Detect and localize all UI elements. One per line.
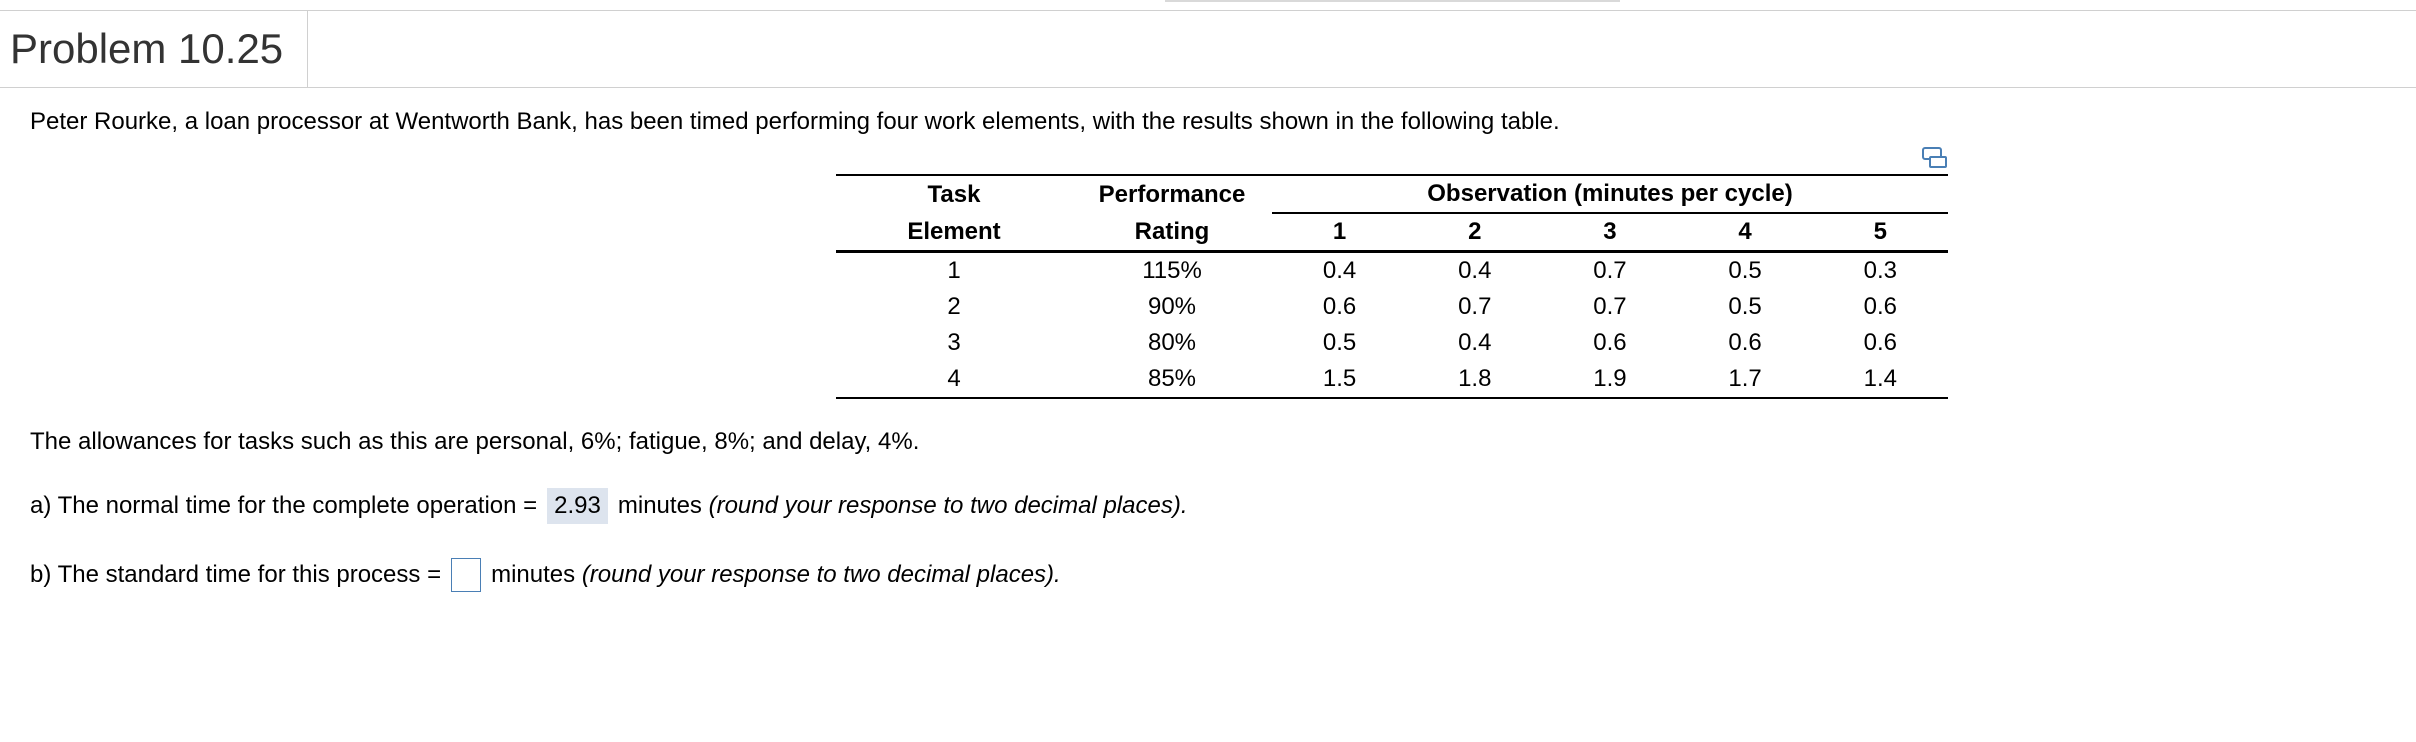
question-a [30,488,1188,524]
table-row [836,252,1948,290]
header-obs-3: 3 [1542,213,1677,252]
header-obs-1: 1 [1272,213,1407,252]
intro-text: Peter Rourke, a loan processor at Wentworth Bank, has been timed performing four work elements, with the results shown in the following table. [30,108,1560,135]
cell-task: 4 [836,361,1072,398]
cell-task: 3 [947,329,961,356]
answer-a-value[interactable]: 2.93 [547,488,608,524]
data-table [836,174,1948,399]
table-header-row-2 [836,213,1948,252]
cell-obs: 0.3 [1863,257,1898,284]
question-b [30,558,1061,592]
table-header-row-1 [836,175,1948,213]
cell-obs: 0.4 [1458,257,1492,284]
header-rating: Rating [1072,213,1272,252]
header-observation: Observation (minutes per cycle) [1272,175,1948,213]
cell-obs: 0.6 [1322,293,1357,320]
header-obs-4: 4 [1678,213,1813,252]
cell-obs: 0.6 [1863,293,1898,320]
cell-rating: 80% [1147,329,1197,356]
cell-rating: 85% [1072,361,1272,398]
header-obs-2: 2 [1407,213,1542,252]
cell-obs: 0.4 [1322,257,1357,284]
cell-obs: 1.9 [1542,361,1677,398]
cell-obs: 0.6 [1728,329,1762,356]
answer-b-input[interactable] [451,558,481,592]
table-row [836,361,1948,398]
tab-stub [1165,0,1620,2]
cell-obs: 1.5 [1272,361,1407,398]
cell-obs: 0.7 [1593,257,1627,284]
question-b-unit: minutes [491,561,576,588]
cell-obs: 0.5 [1728,293,1762,320]
question-b-hint: (round your response to two decimal places). [581,561,1061,588]
cell-task: 1 [947,257,961,284]
cell-rating: 90% [1147,293,1197,320]
allowances-text: The allowances for tasks such as this are personal, 6%; fatigue, 8%; and delay, 4%. [30,428,920,455]
top-strip [0,0,2416,11]
cell-obs: 1.8 [1407,361,1542,398]
cell-obs: 0.5 [1728,257,1762,284]
cell-obs: 0.6 [1593,329,1627,356]
cell-obs: 0.7 [1458,293,1492,320]
cell-obs: 1.7 [1678,361,1813,398]
title-bar [0,11,2416,88]
cell-task: 2 [947,293,961,320]
cell-obs: 0.7 [1593,293,1627,320]
header-performance: Performance [1072,175,1272,213]
header-task: Task [836,175,1072,213]
table-row [836,289,1948,325]
cell-obs: 0.5 [1322,329,1357,356]
copy-table-icon[interactable] [1921,146,1949,170]
cell-obs: 0.6 [1863,329,1898,356]
page-title: Problem 10.25 [0,11,308,87]
cell-rating: 115% [1142,257,1202,284]
question-a-prefix: a) The normal time for the complete operation = [30,492,538,519]
cell-obs: 1.4 [1813,361,1948,398]
question-a-hint: (round your response to two decimal places). [708,492,1188,519]
header-element: Element [836,213,1072,252]
question-a-unit: minutes [617,492,702,519]
question-b-prefix: b) The standard time for this process = [30,561,442,588]
cell-obs: 0.4 [1458,329,1492,356]
header-obs-5: 5 [1813,213,1948,252]
table-row [836,325,1948,361]
